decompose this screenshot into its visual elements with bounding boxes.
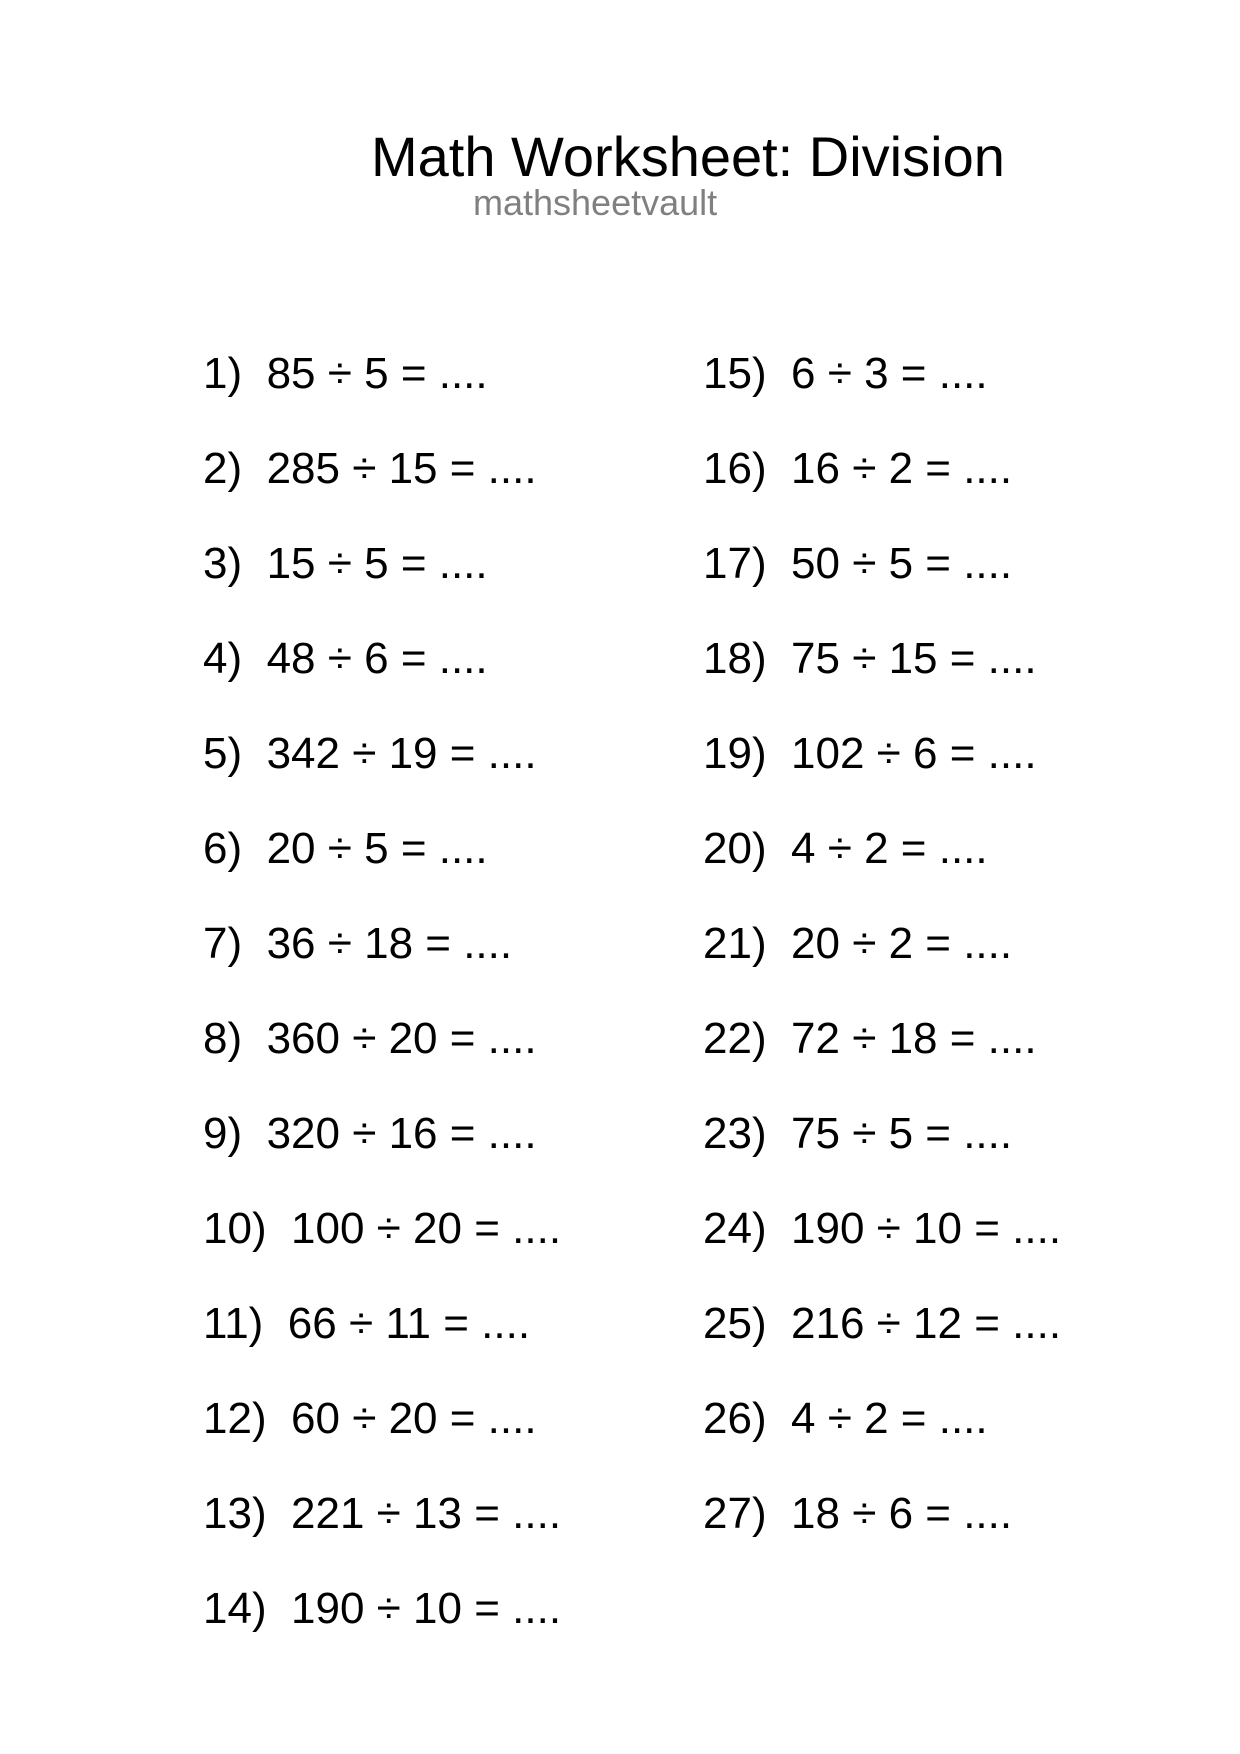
problem-number: 26) (703, 1394, 767, 1443)
problem-item (203, 349, 561, 447)
problem-expression: 221 ÷ 13 = .... (291, 1489, 562, 1538)
problem-item (203, 729, 561, 827)
problem-expression: 75 ÷ 15 = .... (791, 634, 1037, 683)
problem-expression: 48 ÷ 6 = .... (266, 634, 488, 683)
problem-item (203, 634, 561, 732)
problem-item (703, 1394, 1061, 1492)
problem-item (203, 1204, 562, 1302)
problem-number: 21) (703, 919, 767, 968)
problem-expression: 20 ÷ 5 = .... (266, 824, 488, 873)
problem-expression: 4 ÷ 2 = .... (791, 1394, 988, 1443)
problem-expression: 16 ÷ 2 = .... (791, 444, 1013, 493)
problem-number: 14) (203, 1584, 267, 1633)
problem-expression: 4 ÷ 2 = .... (791, 824, 988, 873)
problem-item (703, 1204, 1062, 1302)
problem-column-left (203, 349, 562, 1682)
problem-number: 3) (203, 539, 243, 588)
problem-item (703, 919, 1061, 1017)
problem-column-right (703, 349, 1062, 1587)
problem-item (703, 349, 1061, 447)
problem-expression: 285 ÷ 15 = .... (266, 444, 537, 493)
problem-expression: 102 ÷ 6 = .... (791, 729, 1037, 778)
problem-number: 16) (703, 444, 767, 493)
problem-number: 13) (203, 1489, 267, 1538)
problem-item (203, 1014, 561, 1112)
problem-number: 2) (203, 444, 243, 493)
problem-item (703, 1299, 1062, 1397)
problem-number: 11) (203, 1299, 264, 1348)
problem-expression: 100 ÷ 20 = .... (291, 1204, 562, 1253)
problem-number: 24) (703, 1204, 767, 1253)
problem-number: 4) (203, 634, 243, 683)
problem-item (203, 1394, 561, 1492)
problem-number: 25) (703, 1299, 767, 1348)
problem-item (203, 1299, 561, 1397)
problem-expression: 190 ÷ 10 = .... (791, 1204, 1062, 1253)
problem-expression: 66 ÷ 11 = .... (287, 1299, 531, 1348)
problem-expression: 20 ÷ 2 = .... (791, 919, 1013, 968)
problem-number: 27) (703, 1489, 767, 1538)
problem-number: 17) (703, 539, 767, 588)
problem-number: 6) (203, 824, 243, 873)
problem-item (203, 539, 561, 637)
problem-expression: 15 ÷ 5 = .... (266, 539, 488, 588)
problem-item (203, 919, 561, 1017)
problem-number: 12) (203, 1394, 267, 1443)
problem-expression: 342 ÷ 19 = .... (266, 729, 537, 778)
problem-item (203, 824, 561, 922)
problem-number: 18) (703, 634, 767, 683)
problem-item (703, 634, 1061, 732)
problem-item (703, 1489, 1061, 1587)
problem-item (703, 1014, 1061, 1112)
problem-item (203, 1109, 561, 1207)
worksheet-title: Math Worksheet: Division (371, 125, 1005, 188)
problem-expression: 18 ÷ 6 = .... (791, 1489, 1013, 1538)
problem-expression: 190 ÷ 10 = .... (291, 1584, 562, 1633)
problem-number: 22) (703, 1014, 767, 1063)
problem-number: 20) (703, 824, 767, 873)
problem-number: 19) (703, 729, 767, 778)
worksheet-source: mathsheetvault (473, 182, 718, 223)
problem-number: 15) (703, 349, 767, 398)
problem-expression: 75 ÷ 5 = .... (791, 1109, 1013, 1158)
problem-item (203, 1584, 562, 1682)
problem-item (703, 1109, 1061, 1207)
problem-expression: 72 ÷ 18 = .... (791, 1014, 1037, 1063)
problem-expression: 50 ÷ 5 = .... (791, 539, 1013, 588)
problem-item (703, 444, 1061, 542)
problem-number: 1) (203, 349, 243, 398)
problem-expression: 216 ÷ 12 = .... (791, 1299, 1062, 1348)
problem-expression: 320 ÷ 16 = .... (266, 1109, 537, 1158)
problem-item (703, 824, 1061, 922)
problem-item (703, 539, 1061, 637)
problem-expression: 6 ÷ 3 = .... (791, 349, 988, 398)
problem-number: 5) (203, 729, 243, 778)
problem-number: 8) (203, 1014, 243, 1063)
problem-item (703, 729, 1061, 827)
problem-number: 9) (203, 1109, 243, 1158)
problem-expression: 85 ÷ 5 = .... (266, 349, 488, 398)
problem-expression: 36 ÷ 18 = .... (266, 919, 513, 968)
problem-number: 7) (203, 919, 243, 968)
problem-item (203, 444, 561, 542)
problem-number: 23) (703, 1109, 767, 1158)
problem-number: 10) (203, 1204, 267, 1253)
problem-expression: 360 ÷ 20 = .... (266, 1014, 537, 1063)
problem-item (203, 1489, 562, 1587)
problem-expression: 60 ÷ 20 = .... (291, 1394, 537, 1443)
